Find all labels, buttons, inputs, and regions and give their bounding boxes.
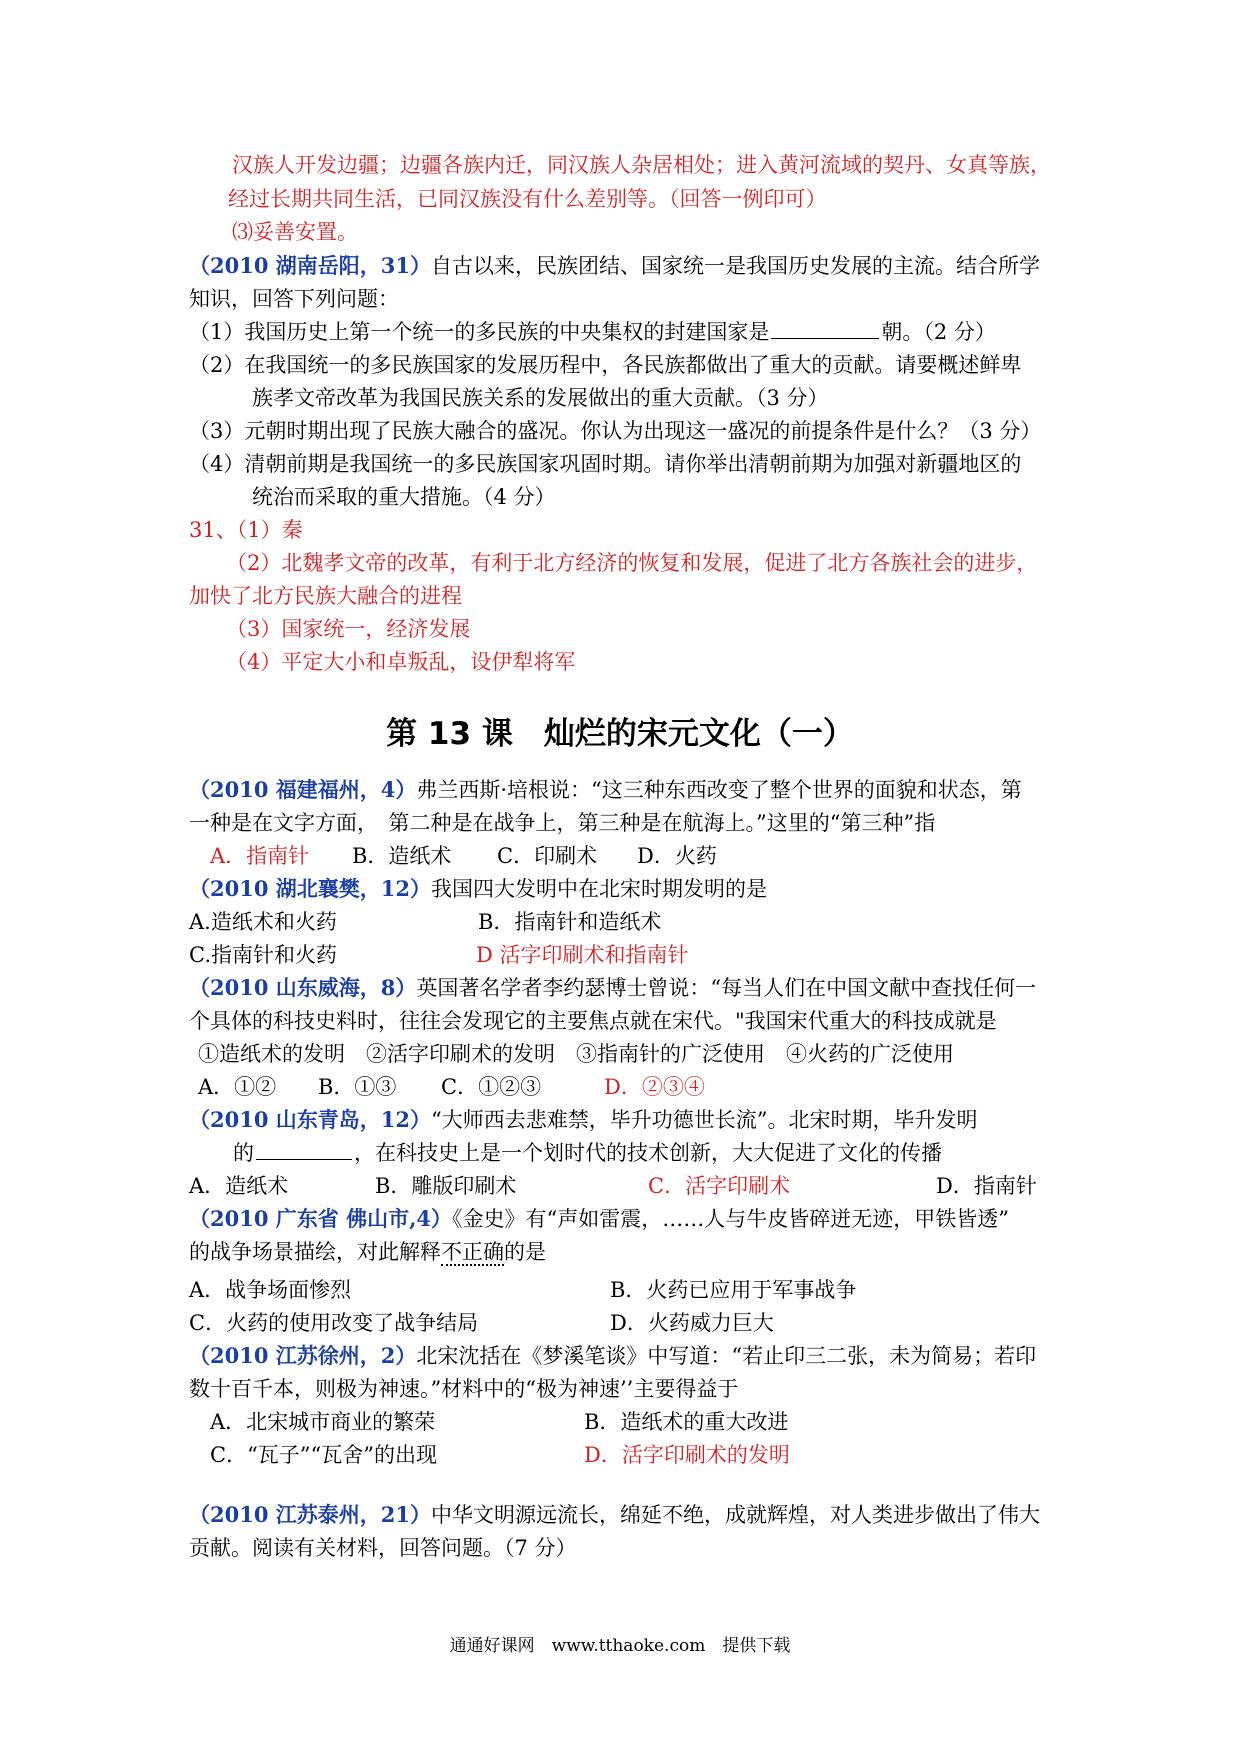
stem-text: 的是	[504, 1240, 546, 1264]
question-xuzhou-line-2: 数十百千本，则极为神速。”材料中的“极为神速’’主要得益于	[189, 1377, 739, 1401]
question-xuzhou-line-1	[189, 1341, 1036, 1371]
answer-yueyang-1: 31、（1）秦	[189, 518, 303, 542]
question-qingdao-line-1	[189, 1105, 977, 1135]
option-b: B．①③	[318, 1075, 397, 1099]
question-yueyang-part-3: （3）元朝时期出现了民族大融合的盛况。你认为出现这一盛况的前提条件是什么？（3 分）	[189, 419, 1042, 443]
answer-yueyang-4: （4）平定大小和卓叛乱，设伊犁将军	[226, 650, 576, 674]
answer-blank	[256, 1141, 352, 1160]
carry-over-answer-line-3: ⑶妥善安置。	[232, 220, 358, 244]
option-b: B．造纸术的重大改进	[584, 1410, 789, 1434]
lesson-title: 第 13 课 灿烂的宋元文化（一）	[386, 716, 854, 752]
question-stem: 英国著名学者李约瑟博士曾说：“每当人们在中国文献中查找任何一	[416, 976, 1037, 1000]
question-stem: 我国四大发明中在北宋时期发明的是	[430, 877, 767, 901]
question-xiangfan-line-1	[189, 874, 767, 904]
question-stem: 自古以来，民族团结、国家统一是我国历史发展的主流。结合所学	[430, 254, 1040, 278]
option-d: D．活字印刷术的发明	[584, 1443, 790, 1467]
option-c: C．火药的使用改变了战争结局	[189, 1311, 479, 1335]
option-a: A．①②	[198, 1075, 277, 1099]
question-foshan-line-2	[189, 1237, 546, 1267]
option-a: A．战争场面惨烈	[189, 1278, 352, 1302]
part-text: （1）我国历史上第一个统一的多民族的中央集权的封建国家是	[189, 320, 770, 344]
option-d: D 活字印刷术和指南针	[476, 943, 689, 967]
question-source: （2010 江苏徐州，2）	[189, 1343, 417, 1368]
question-fuzhou-line-2: 一种是在文字方面， 第二种是在战争上，第三种是在航海上。”这里的“第三种”指	[189, 811, 936, 835]
question-source: （2010 山东威海，8）	[189, 975, 417, 1000]
emphasis-text: 不正确	[441, 1240, 504, 1264]
option-b: B．造纸术	[352, 844, 452, 868]
question-source: （2010 湖南岳阳，31）	[189, 253, 431, 278]
question-source: （2010 福建福州，4）	[189, 777, 417, 802]
option-d: D．火药威力巨大	[610, 1311, 774, 1335]
option-c: C.指南针和火药	[189, 943, 337, 967]
question-yueyang-part-2-line-2: 族孝文帝改革为我国民族关系的发展做出的重大贡献。（3 分）	[252, 386, 829, 410]
question-weihai-line-2: 个具体的科技史料时，往往会发现它的主要焦点就在宋代。"我国宋代重大的科技成就是	[189, 1009, 997, 1033]
stem-text: 的	[233, 1141, 254, 1165]
option-d: D．火药	[637, 844, 717, 868]
question-source: （2010 广东省 佛山市,4）	[189, 1206, 452, 1231]
page-footer: 通通好课网 www.tthaoke.com 提供下载	[449, 1636, 791, 1656]
option-a: A．造纸术	[189, 1174, 289, 1198]
question-yueyang-part-4-line-2: 统治而采取的重大措施。（4 分）	[252, 485, 556, 509]
question-taizhou-line-2: 贡献。阅读有关材料，回答问题。（7 分）	[189, 1536, 577, 1560]
question-stem: “大师西去悲难禁，毕升功德世长流”。北宋时期，毕升发明	[430, 1108, 978, 1132]
question-yueyang-part-4-line-1: （4）清朝前期是我国统一的多民族国家巩固时期。请你举出清朝前期为加强对新疆地区的	[189, 452, 1022, 476]
answer-yueyang-2-line-2: 加快了北方民族大融合的进程	[189, 584, 462, 608]
question-weihai-items: ①造纸术的发明 ②活字印刷术的发明 ③指南针的广泛使用 ④火药的广泛使用	[198, 1042, 954, 1066]
question-fuzhou-line-1	[189, 775, 1022, 805]
option-d: D．②③④	[604, 1075, 705, 1099]
carry-over-answer-line-1: 汉族人开发边疆；边疆各族内迁，同汉族人杂居相处；进入黄河流域的契丹、女真等族，	[232, 153, 1051, 177]
stem-text: 的战争场景描绘，对此解释	[189, 1240, 441, 1264]
option-d: D．指南针	[936, 1174, 1037, 1198]
part-text: 朝。（2 分）	[881, 320, 996, 344]
answer-yueyang-3: （3）国家统一，经济发展	[226, 617, 471, 641]
option-c: C．“瓦子”“瓦舍”的出现	[210, 1443, 438, 1467]
question-source: （2010 江苏泰州，21）	[189, 1502, 431, 1527]
question-yueyang-line-1	[189, 251, 1040, 281]
option-b: B．火药已应用于军事战争	[610, 1278, 857, 1302]
question-stem: 北宋沈括在《梦溪笔谈》中写道：“若止印三二张，未为简易；若印	[416, 1344, 1037, 1368]
question-stem: 弗兰西斯·培根说：“这三种东西改变了整个世界的面貌和状态，第	[416, 778, 1022, 802]
answer-yueyang-2-line-1: （2）北魏孝文帝的改革，有利于北方经济的恢复和发展，促进了北方各族社会的进步，	[226, 551, 1038, 575]
answer-blank	[771, 320, 879, 339]
option-c: C．印刷术	[497, 844, 598, 868]
question-stem: 中华文明源远流长，绵延不绝，成就辉煌，对人类进步做出了伟大	[430, 1503, 1040, 1527]
question-taizhou-line-1	[189, 1500, 1040, 1530]
option-b: B．指南针和造纸术	[478, 910, 662, 934]
question-yueyang-part-2-line-1: （2）在我国统一的多民族国家的发展历程中，各民族都做出了重大的贡献。请要概述鲜卑	[189, 353, 1022, 377]
option-a: A．北宋城市商业的繁荣	[210, 1410, 436, 1434]
question-source: （2010 湖北襄樊，12）	[189, 876, 431, 901]
option-c: C．活字印刷术	[648, 1174, 791, 1198]
question-stem: 《金史》有“声如雷震，……人与牛皮皆碎迸无迹，甲铁皆透”	[452, 1207, 1009, 1231]
option-a: A．指南针	[210, 844, 310, 868]
question-foshan-line-1	[189, 1204, 1009, 1234]
option-b: B．雕版印刷术	[375, 1174, 517, 1198]
question-yueyang-line-2: 知识，回答下列问题：	[189, 287, 399, 311]
question-qingdao-line-2	[233, 1138, 942, 1168]
question-yueyang-part-1	[189, 317, 996, 347]
question-source: （2010 山东青岛，12）	[189, 1107, 431, 1132]
stem-text: ，在科技史上是一个划时代的技术创新，大大促进了文化的传播	[354, 1141, 942, 1165]
question-weihai-line-1	[189, 973, 1036, 1003]
option-c: C．①②③	[441, 1075, 542, 1099]
option-a: A.造纸术和火药	[189, 910, 337, 934]
carry-over-answer-line-2: 经过长期共同生活，已同汉族没有什么差别等。（回答一例印可）	[228, 187, 827, 211]
